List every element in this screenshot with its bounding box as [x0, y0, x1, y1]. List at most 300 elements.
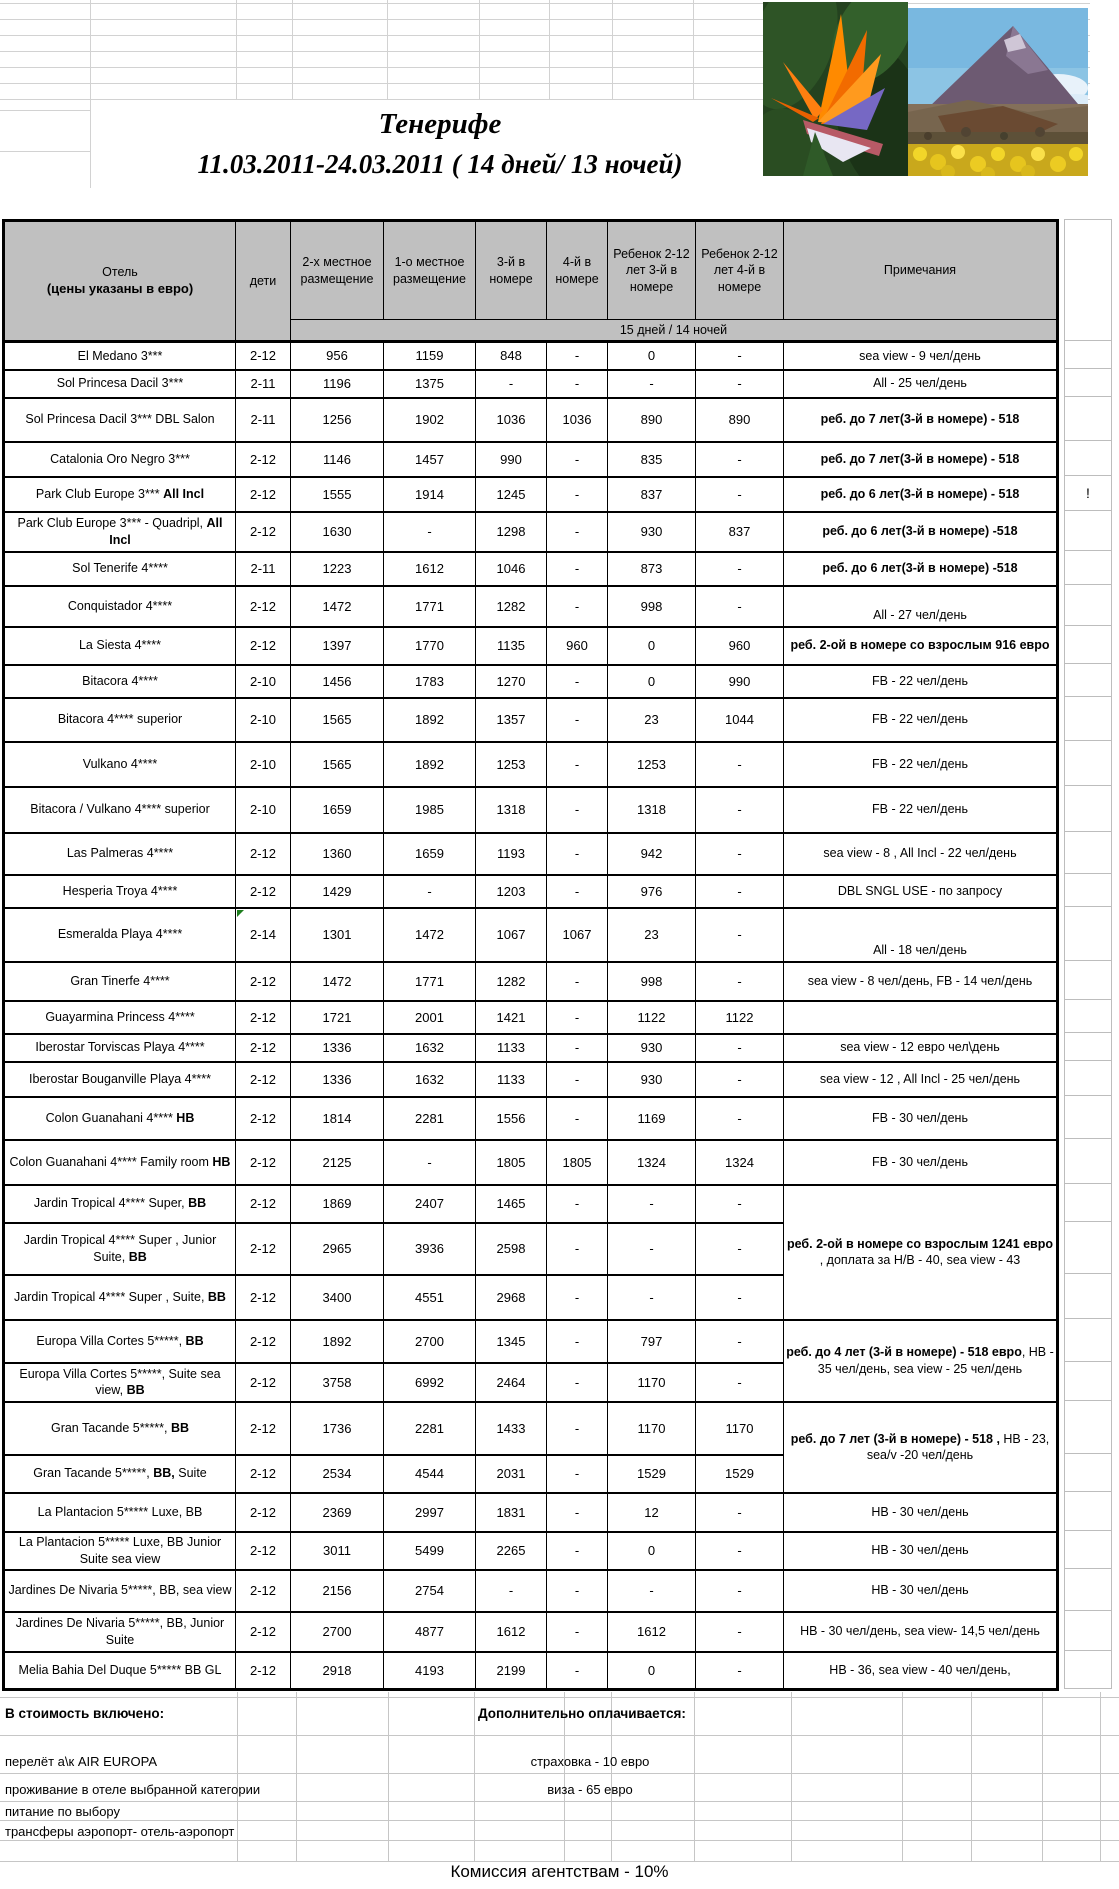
- hotel-name-cell: Vulkano 4****: [4, 742, 236, 787]
- price-cell: -: [696, 477, 784, 512]
- price-cell: 3011: [291, 1532, 384, 1570]
- hotel-name-cell: Jardin Tropical 4**** Super, BB: [4, 1185, 236, 1223]
- table-row: [4, 787, 1058, 833]
- price-cell: 1472: [291, 586, 384, 627]
- margin-cell: [1065, 1319, 1111, 1362]
- margin-cell: [1065, 664, 1111, 697]
- header-fourth: 4-й в номере: [547, 221, 608, 320]
- table-row: [4, 875, 1058, 908]
- price-cell: 4193: [384, 1652, 476, 1690]
- teide-volcano-photo: [908, 8, 1088, 176]
- hotel-name-cell: Iberostar Torviscas Playa 4****: [4, 1034, 236, 1062]
- table-row: [4, 962, 1058, 1001]
- children-age-cell: 2-12: [236, 1062, 291, 1097]
- gridline: [693, 0, 694, 99]
- price-cell: -: [547, 787, 608, 833]
- price-cell: 2281: [384, 1097, 476, 1140]
- children-age-cell: 2-10: [236, 665, 291, 698]
- price-cell: 2464: [476, 1363, 547, 1402]
- margin-cell: [1065, 341, 1111, 369]
- price-cell: 2754: [384, 1570, 476, 1612]
- price-cell: 1805: [547, 1140, 608, 1185]
- price-cell: 1318: [476, 787, 547, 833]
- hotel-name-cell: Europa Villa Cortes 5*****, Suite sea view, BB: [4, 1363, 236, 1402]
- price-cell: 930: [608, 1062, 696, 1097]
- price-cell: 1360: [291, 833, 384, 875]
- price-cell: 1659: [291, 787, 384, 833]
- table-row: [4, 698, 1058, 742]
- price-cell: 1529: [608, 1455, 696, 1493]
- gridline: [0, 1773, 1119, 1774]
- hotel-name-cell: Gran Tacande 5*****, BB, Suite: [4, 1455, 236, 1493]
- hotel-name-cell: Jardines De Nivaria 5*****, BB, sea view: [4, 1570, 236, 1612]
- price-cell: 1770: [384, 627, 476, 665]
- price-cell: 5499: [384, 1532, 476, 1570]
- margin-cell: [1065, 1096, 1111, 1139]
- price-cell: -: [696, 1532, 784, 1570]
- note-cell: реб. до 6 лет(3-й в номере) -518: [784, 552, 1058, 586]
- price-cell: 1892: [384, 742, 476, 787]
- price-cell: -: [547, 962, 608, 1001]
- price-cell: 1133: [476, 1062, 547, 1097]
- price-cell: 2369: [291, 1493, 384, 1532]
- children-age-cell: 2-12: [236, 1363, 291, 1402]
- hotel-name-cell: Melia Bahia Del Duque 5***** BB GL: [4, 1652, 236, 1690]
- price-cell: -: [696, 875, 784, 908]
- price-cell: -: [696, 962, 784, 1001]
- price-cell: -: [696, 1612, 784, 1652]
- note-cell: FB - 30 чел/день: [784, 1140, 1058, 1185]
- children-age-cell: 2-12: [236, 833, 291, 875]
- price-cell: 797: [608, 1320, 696, 1363]
- note-cell: All - 25 чел/день: [784, 370, 1058, 398]
- margin-cell: [1065, 961, 1111, 1000]
- margin-cell: [1065, 1033, 1111, 1061]
- margin-cell: [1065, 1569, 1111, 1611]
- price-cell: 1914: [384, 477, 476, 512]
- price-cell: 1565: [291, 742, 384, 787]
- price-cell: 1245: [476, 477, 547, 512]
- price-cell: 960: [696, 627, 784, 665]
- children-age-cell: 2-10: [236, 787, 291, 833]
- note-cell: HB - 36, sea view - 40 чел/день,: [784, 1652, 1058, 1690]
- margin-cell: [1065, 832, 1111, 874]
- price-cell: 890: [696, 398, 784, 442]
- margin-cell: [1065, 511, 1111, 551]
- page-title: [85, 104, 795, 184]
- note-cell: [784, 1001, 1058, 1034]
- children-age-cell: 2-12: [236, 1652, 291, 1690]
- children-age-cell: 2-12: [236, 1320, 291, 1363]
- price-cell: 6992: [384, 1363, 476, 1402]
- price-cell: 2031: [476, 1455, 547, 1493]
- table-row: [4, 586, 1058, 627]
- price-cell: -: [608, 1223, 696, 1275]
- children-age-cell: 2-12: [236, 477, 291, 512]
- table-row: [4, 833, 1058, 875]
- price-cell: 990: [696, 665, 784, 698]
- price-cell: -: [696, 1223, 784, 1275]
- gridline: [296, 1692, 297, 1861]
- price-cell: 1196: [291, 370, 384, 398]
- price-cell: 1659: [384, 833, 476, 875]
- price-cell: -: [547, 1570, 608, 1612]
- price-cell: -: [547, 586, 608, 627]
- price-cell: 23: [608, 908, 696, 962]
- note-cell: FB - 22 чел/день: [784, 665, 1058, 698]
- price-cell: -: [696, 1034, 784, 1062]
- table-row: [4, 1402, 1058, 1455]
- gridline: [388, 1692, 389, 1861]
- price-cell: 2407: [384, 1185, 476, 1223]
- price-cell: -: [547, 442, 608, 477]
- hotel-name-cell: Gran Tinerfe 4****: [4, 962, 236, 1001]
- price-cell: 3936: [384, 1223, 476, 1275]
- header-third: 3-й в номере: [476, 221, 547, 320]
- gridline: [0, 110, 90, 111]
- gridline: [0, 3, 1090, 4]
- note-cell: реб. 2-ой в номере со взрослым 916 евро: [784, 627, 1058, 665]
- table-row: [4, 370, 1058, 398]
- price-cell: -: [547, 1493, 608, 1532]
- price-cell: 0: [608, 1652, 696, 1690]
- price-cell: 1612: [384, 552, 476, 586]
- header-hotel-line1: Отель: [102, 265, 138, 280]
- hotel-name-cell: Colon Guanahani 4**** Family room HB: [4, 1140, 236, 1185]
- table-row: [4, 1001, 1058, 1034]
- note-cell: реб. до 4 лет (3-й в номере) - 518 евро, HB - 35 чел/день, sea view - 25 чел/день: [784, 1320, 1058, 1402]
- price-cell: 2598: [476, 1223, 547, 1275]
- table-row: [4, 1570, 1058, 1612]
- hotel-name-cell: Guayarmina Princess 4****: [4, 1001, 236, 1034]
- price-cell: -: [547, 665, 608, 698]
- price-cell: 1253: [476, 742, 547, 787]
- note-cell: HB - 30 чел/день: [784, 1493, 1058, 1532]
- children-age-cell: 2-12: [236, 1097, 291, 1140]
- price-cell: 1529: [696, 1455, 784, 1493]
- children-age-cell: 2-12: [236, 1532, 291, 1570]
- price-cell: 837: [696, 512, 784, 552]
- price-cell: -: [696, 787, 784, 833]
- price-cell: -: [696, 552, 784, 586]
- note-cell: All - 18 чел/день: [784, 908, 1058, 962]
- children-age-cell: 2-12: [236, 1185, 291, 1223]
- price-cell: 1135: [476, 627, 547, 665]
- price-cell: 1336: [291, 1034, 384, 1062]
- children-age-cell: 2-12: [236, 1034, 291, 1062]
- gridline: [0, 1697, 1119, 1698]
- price-cell: 1318: [608, 787, 696, 833]
- gridline: [0, 1735, 1119, 1736]
- price-cell: -: [547, 1097, 608, 1140]
- hotel-name-cell: Catalonia Oro Negro 3***: [4, 442, 236, 477]
- included-item: перелёт а\к AIR EUROPA: [5, 1754, 158, 1769]
- note-cell: HB - 30 чел/день, sea view- 14,5 чел/день: [784, 1612, 1058, 1652]
- price-cell: -: [696, 370, 784, 398]
- exclamation-mark: !: [1065, 476, 1111, 511]
- children-age-cell: 2-11: [236, 398, 291, 442]
- table-row: [4, 1034, 1058, 1062]
- price-cell: -: [547, 1532, 608, 1570]
- price-cell: 1457: [384, 442, 476, 477]
- note-cell: реб. 2-ой в номере со взрослым 1241 евро , доплата за Н/В - 40, sea view - 43: [784, 1185, 1058, 1320]
- margin-cell: [1065, 1184, 1111, 1222]
- children-age-cell: 2-12: [236, 875, 291, 908]
- price-cell: 23: [608, 698, 696, 742]
- table-row: [4, 1612, 1058, 1652]
- hotel-name-cell: Conquistador 4****: [4, 586, 236, 627]
- gridline: [292, 0, 293, 99]
- price-cell: 3758: [291, 1363, 384, 1402]
- price-cell: 1632: [384, 1062, 476, 1097]
- note-cell: sea view - 8 чел/день, FB - 14 чел/день: [784, 962, 1058, 1001]
- price-cell: 1556: [476, 1097, 547, 1140]
- table-row: [4, 665, 1058, 698]
- header-hotel-line2: (цены указаны в евро): [46, 280, 194, 296]
- price-cell: -: [547, 477, 608, 512]
- price-cell: 1133: [476, 1034, 547, 1062]
- hotel-name-cell: El Medano 3***: [4, 342, 236, 370]
- price-cell: -: [696, 1062, 784, 1097]
- hotel-name-cell: Europa Villa Cortes 5*****, BB: [4, 1320, 236, 1363]
- price-cell: -: [696, 1275, 784, 1320]
- price-cell: 2968: [476, 1275, 547, 1320]
- price-cell: 1324: [608, 1140, 696, 1185]
- table-row: [4, 1097, 1058, 1140]
- price-cell: -: [608, 370, 696, 398]
- table-row: [4, 477, 1058, 512]
- price-cell: -: [547, 370, 608, 398]
- price-cell: -: [547, 512, 608, 552]
- price-cell: 1253: [608, 742, 696, 787]
- margin-cell: [1065, 1401, 1111, 1454]
- table-row: [4, 742, 1058, 787]
- note-cell: HB - 30 чел/день: [784, 1532, 1058, 1570]
- price-cell: -: [547, 742, 608, 787]
- margin-cell: [1065, 585, 1111, 626]
- hotel-name-cell: La Plantacion 5***** Luxe, BB Junior Suite sea view: [4, 1532, 236, 1570]
- gridline: [0, 1820, 1119, 1821]
- price-cell: -: [547, 1062, 608, 1097]
- margin-cell: [1065, 551, 1111, 585]
- price-cell: 1869: [291, 1185, 384, 1223]
- header-child-4th: Ребенок 2-12 лет 4-й в номере: [696, 221, 784, 320]
- price-cell: -: [547, 1363, 608, 1402]
- price-cell: 1736: [291, 1402, 384, 1455]
- gridline: [0, 1840, 1119, 1841]
- margin-cell: [1065, 369, 1111, 397]
- note-cell: FB - 30 чел/день: [784, 1097, 1058, 1140]
- price-cell: -: [547, 698, 608, 742]
- table-row: [4, 1185, 1058, 1223]
- price-cell: 942: [608, 833, 696, 875]
- price-cell: 873: [608, 552, 696, 586]
- gridline: [549, 0, 550, 99]
- price-cell: 1805: [476, 1140, 547, 1185]
- paid-header: Дополнительно оплачивается:: [478, 1706, 686, 1721]
- hotel-name-cell: Jardines De Nivaria 5*****, BB, Junior Suite: [4, 1612, 236, 1652]
- hotel-name-cell: Iberostar Bouganville Playa 4****: [4, 1062, 236, 1097]
- price-cell: 2965: [291, 1223, 384, 1275]
- header-double: 2-х местное размещение: [291, 221, 384, 320]
- hotel-name-cell: Bitacora 4****: [4, 665, 236, 698]
- children-age-cell: 2-11: [236, 370, 291, 398]
- price-cell: 835: [608, 442, 696, 477]
- included-header: В стоимость включено:: [5, 1706, 165, 1721]
- margin-cell: [1065, 1000, 1111, 1033]
- gridline: [1042, 1692, 1043, 1861]
- price-cell: -: [384, 1140, 476, 1185]
- price-cell: 990: [476, 442, 547, 477]
- price-cell: -: [384, 875, 476, 908]
- price-cell: 1345: [476, 1320, 547, 1363]
- children-age-cell: 2-12: [236, 1612, 291, 1652]
- price-cell: 1301: [291, 908, 384, 962]
- gridline: [0, 1801, 1119, 1802]
- price-cell: 1067: [476, 908, 547, 962]
- price-cell: 2001: [384, 1001, 476, 1034]
- margin-cell: [1065, 441, 1111, 476]
- hotel-name-cell: La Plantacion 5***** Luxe, BB: [4, 1493, 236, 1532]
- price-table: [2, 219, 1059, 1691]
- header-single: 1-о местное размещение: [384, 221, 476, 320]
- title-destination: Тенерифе: [378, 108, 502, 140]
- price-cell: 1771: [384, 962, 476, 1001]
- note-cell: All - 27 чел/день: [784, 586, 1058, 627]
- margin-cell: [1065, 874, 1111, 907]
- price-cell: 1046: [476, 552, 547, 586]
- hotel-name-cell: Park Club Europe 3*** All Incl: [4, 477, 236, 512]
- hotel-name-cell: Esmeralda Playa 4****: [4, 908, 236, 962]
- price-cell: 2918: [291, 1652, 384, 1690]
- price-cell: 1122: [608, 1001, 696, 1034]
- price-cell: 1336: [291, 1062, 384, 1097]
- price-cell: -: [547, 1001, 608, 1034]
- price-cell: -: [547, 1320, 608, 1363]
- price-cell: 1170: [608, 1402, 696, 1455]
- price-cell: 1892: [291, 1320, 384, 1363]
- paid-item: страховка - 10 евро: [530, 1754, 650, 1769]
- price-cell: -: [547, 1612, 608, 1652]
- price-cell: 1612: [608, 1612, 696, 1652]
- children-age-cell: 2-12: [236, 442, 291, 477]
- margin-cell: [1065, 1061, 1111, 1096]
- price-cell: 3400: [291, 1275, 384, 1320]
- children-age-cell: 2-12: [236, 1455, 291, 1493]
- hotel-name-cell: Las Palmeras 4****: [4, 833, 236, 875]
- table-row: [4, 552, 1058, 586]
- price-cell: 2700: [384, 1320, 476, 1363]
- price-cell: 930: [608, 1034, 696, 1062]
- note-cell: реб. до 7 лет(3-й в номере) - 518: [784, 398, 1058, 442]
- price-cell: 1036: [476, 398, 547, 442]
- price-cell: 1146: [291, 442, 384, 477]
- price-cell: 1472: [291, 962, 384, 1001]
- price-cell: 1298: [476, 512, 547, 552]
- children-age-cell: 2-12: [236, 512, 291, 552]
- price-cell: 1472: [384, 908, 476, 962]
- price-cell: -: [547, 552, 608, 586]
- price-cell: 2156: [291, 1570, 384, 1612]
- price-cell: 1902: [384, 398, 476, 442]
- price-cell: 1465: [476, 1185, 547, 1223]
- margin-cell: [1065, 1611, 1111, 1651]
- margin-cell: [1065, 786, 1111, 832]
- price-cell: -: [476, 1570, 547, 1612]
- price-cell: 1630: [291, 512, 384, 552]
- price-cell: 1036: [547, 398, 608, 442]
- price-cell: 2125: [291, 1140, 384, 1185]
- gridline: [971, 1692, 972, 1861]
- note-cell: FB - 22 чел/день: [784, 742, 1058, 787]
- children-age-cell: 2-12: [236, 1275, 291, 1320]
- price-cell: 1044: [696, 698, 784, 742]
- table-row: [4, 1320, 1058, 1363]
- margin-cell: [1065, 1651, 1111, 1689]
- gridline: [387, 0, 388, 99]
- children-age-cell: 2-12: [236, 962, 291, 1001]
- gridline: [694, 1692, 695, 1861]
- price-cell: -: [696, 833, 784, 875]
- note-cell: sea view - 12 евро чел\день: [784, 1034, 1058, 1062]
- price-cell: -: [547, 1223, 608, 1275]
- price-cell: -: [696, 442, 784, 477]
- price-cell: 4551: [384, 1275, 476, 1320]
- table-row: [4, 627, 1058, 665]
- price-cell: 0: [608, 627, 696, 665]
- price-cell: -: [696, 1097, 784, 1140]
- price-cell: 1456: [291, 665, 384, 698]
- price-cell: 976: [608, 875, 696, 908]
- price-cell: -: [547, 875, 608, 908]
- price-cell: 2265: [476, 1532, 547, 1570]
- header-hotel: [4, 221, 236, 342]
- margin-cell: [1065, 626, 1111, 664]
- gridline: [902, 1692, 903, 1861]
- price-cell: 0: [608, 1532, 696, 1570]
- price-cell: 956: [291, 342, 384, 370]
- price-cell: -: [608, 1185, 696, 1223]
- note-cell: FB - 22 чел/день: [784, 787, 1058, 833]
- price-cell: -: [547, 1652, 608, 1690]
- price-cell: 1721: [291, 1001, 384, 1034]
- price-cell: -: [547, 1275, 608, 1320]
- margin-cell: [1065, 1222, 1111, 1274]
- margin-cell: [1065, 1274, 1111, 1319]
- included-item: питание по выбору: [5, 1804, 121, 1819]
- subheader-duration: 15 дней / 14 ночей: [291, 320, 1058, 342]
- table-row: [4, 1062, 1058, 1097]
- title-dates: 11.03.2011-24.03.2011 ( 14 дней/ 13 ночей): [197, 149, 683, 179]
- price-cell: -: [547, 1402, 608, 1455]
- hotel-name-cell: La Siesta 4****: [4, 627, 236, 665]
- price-cell: 4544: [384, 1455, 476, 1493]
- note-cell: HB - 30 чел/день: [784, 1570, 1058, 1612]
- price-cell: 1282: [476, 962, 547, 1001]
- table-row: [4, 1140, 1058, 1185]
- table-row: [4, 512, 1058, 552]
- price-cell: -: [696, 742, 784, 787]
- price-cell: -: [608, 1570, 696, 1612]
- gridline: [237, 1692, 238, 1861]
- gridline: [1100, 1692, 1101, 1861]
- price-cell: 1985: [384, 787, 476, 833]
- children-age-cell: 2-12: [236, 586, 291, 627]
- gridline: [612, 0, 613, 99]
- price-cell: -: [547, 1034, 608, 1062]
- price-cell: 1170: [608, 1363, 696, 1402]
- hotel-name-cell: Gran Tacande 5*****, BB: [4, 1402, 236, 1455]
